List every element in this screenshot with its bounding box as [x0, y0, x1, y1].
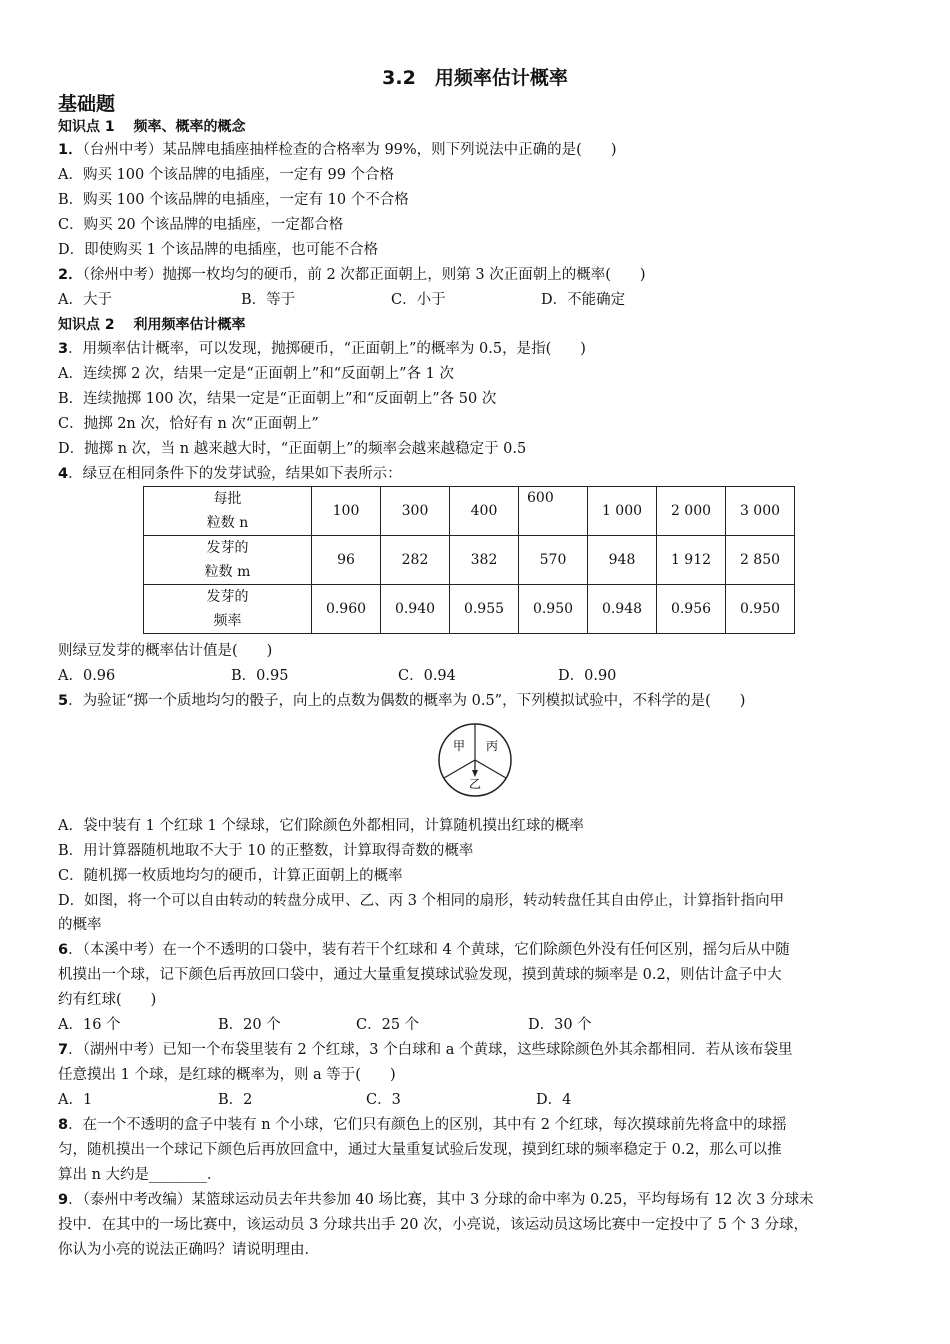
question-number: 4 [58, 466, 69, 482]
question-2: 2．（徐州中考）抛掷一枚均匀的硬币，前 2 次都正面朝上，则第 3 次正面朝上的概率( ) [58, 267, 646, 283]
option-d: D．不能确定 [541, 292, 626, 308]
table-cell: 100 [312, 487, 381, 536]
question-number: 1 [58, 142, 69, 158]
question-6-line: 机摸出一个球，记下颜色后再放回口袋中，通过大量重复摸球试验发现，摸到黄球的频率是 0.2，则估计盒子中大 [58, 967, 782, 983]
question-stem: ．在一个不透明的盒子中装有 n 个小球，它们只有颜色上的区别，其中有 2 个红球，每次摸球前先将盒中的球摇 [68, 1117, 787, 1133]
row-header-line: 频率 [213, 613, 242, 629]
option-c: C．3 [366, 1092, 401, 1108]
question-1: 1．（台州中考）某品牌电插座抽样检查的合格率为 99%，则下列说法中正确的是( ) [58, 142, 617, 158]
option-b: B．购买 100 个该品牌的电插座，一定有 10 个不合格 [58, 192, 409, 208]
table-row [144, 487, 795, 536]
option-b: B．连续抛掷 100 次，结果一定是“正面朝上”和“反面朝上”各 50 次 [58, 391, 497, 407]
table-cell: 382 [450, 536, 519, 585]
row-header-line: 发芽的 [206, 589, 249, 605]
sector-label-yi: 乙 [468, 777, 482, 791]
question-number: 9 [58, 1192, 69, 1208]
question-8-line: 算出 n 大约是________． [58, 1167, 222, 1183]
table-cell: 0.950 [726, 585, 795, 634]
option-d: D．抛掷 n 次，当 n 越来越大时，“正面朝上”的频率会越来越稳定于 0.5 [58, 441, 527, 457]
spinner-divider [444, 760, 475, 778]
options-row [58, 1090, 571, 1110]
option-a: A．1 [58, 1092, 93, 1108]
table-cell: 570 [519, 536, 588, 585]
table-cell: 0.950 [519, 585, 588, 634]
question-9-line: 投中．在其中的一场比赛中，该运动员 3 分球共出手 20 次，小亮说，该运动员这场比赛中一定投中了 5 个 3 分球， [58, 1217, 808, 1233]
question-3 [58, 339, 586, 359]
knowledge-point-1: 知识点 1 频率、概率的概念 [58, 119, 246, 135]
question-7-line: 任意摸出 1 个球，是红球的概率为，则 a 等于( ) [58, 1067, 396, 1083]
question-number: 2 [58, 267, 69, 283]
option-a: A．0.96 [58, 668, 116, 684]
option-d: D．30 个 [528, 1017, 592, 1033]
table-cell: 1 000 [588, 487, 657, 536]
germination-table [143, 486, 795, 634]
row-header [144, 487, 312, 536]
option-b: B．等于 [241, 292, 296, 308]
question-5 [58, 691, 745, 711]
option-b: B．2 [218, 1092, 253, 1108]
table-cell: 1 912 [657, 536, 726, 585]
row-header-line: 每批 [213, 491, 242, 507]
question-number: 3 [58, 341, 69, 357]
table-cell: 600 [519, 487, 588, 536]
question-number: 7 [58, 1042, 69, 1058]
section-heading: 基础题 [58, 93, 116, 115]
table-cell: 0.940 [381, 585, 450, 634]
question-7 [58, 1040, 792, 1060]
option-d: D．如图，将一个可以自由转动的转盘分成甲、乙、丙 3 个相同的扇形，转动转盘任其自由停止，计算指针指向甲 [58, 893, 785, 909]
question-8 [58, 1115, 787, 1135]
table-cell: 300 [381, 487, 450, 536]
question-stem: ．（泰州中考改编）某篮球运动员去年共参加 40 场比赛，其中 3 分球的命中率为 0.25，平均每场有 12 次 3 分球未 [68, 1192, 814, 1208]
option-a: A．连续掷 2 次，结果一定是“正面朝上”和“反面朝上”各 1 次 [58, 366, 455, 382]
row-header [144, 536, 312, 585]
table-cell: 2 850 [726, 536, 795, 585]
question-stem: （徐州中考）抛掷一枚均匀的硬币，前 2 次都正面朝上，则第 3 次正面朝上的概率( ) [82, 267, 646, 283]
table-cell: 0.948 [588, 585, 657, 634]
table-row [144, 536, 795, 585]
option-a: A．购买 100 个该品牌的电插座，一定有 99 个合格 [58, 167, 395, 183]
sector-label-jia: 甲 [452, 739, 466, 753]
row-header-line: 粒数 n [206, 515, 249, 531]
table-cell: 948 [588, 536, 657, 585]
options-row [58, 666, 616, 686]
option-a: A．大于 [58, 292, 112, 308]
table-row [144, 585, 795, 634]
page-title: 3.2 用频率估计概率 [382, 67, 568, 89]
option-a: A．16 个 [58, 1017, 121, 1033]
question-stem: ．（湖州中考）已知一个布袋里装有 2 个红球，3 个白球和 a 个黄球，这些球除颜色外其余都相同．若从该布袋里 [68, 1042, 793, 1058]
option-c: C．小于 [391, 292, 446, 308]
question-stem: ．用频率估计概率，可以发现，抛掷硬币，“正面朝上”的概率为 0.5，是指( ) [68, 341, 586, 357]
question-number: 5 [58, 693, 69, 709]
row-header-line: 粒数 m [204, 564, 251, 580]
option-c: C．0.94 [398, 668, 456, 684]
spinner-diagram [432, 722, 518, 798]
option-d: D．即使购买 1 个该品牌的电插座，也可能不合格 [58, 242, 379, 258]
question-stem: ．绿豆在相同条件下的发芽试验，结果如下表所示： [68, 466, 402, 482]
options-row [58, 290, 625, 310]
sector-label-bing: 丙 [485, 739, 499, 753]
table-cell: 96 [312, 536, 381, 585]
question-4 [58, 464, 402, 484]
spinner-divider [475, 760, 506, 778]
table-cell: 400 [450, 487, 519, 536]
question-number: 8 [58, 1117, 69, 1133]
option-b: B．用计算器随机地取不大于 10 的正整数，计算取得奇数的概率 [58, 843, 474, 859]
question-stem: （台州中考）某品牌电插座抽样检查的合格率为 99%，则下列说法中正确的是( ) [82, 142, 617, 158]
question-9 [58, 1190, 813, 1210]
question-stem: ．为验证“掷一个质地均匀的骰子，向上的点数为偶数的概率为 0.5”，下列模拟试验中，不科学的是( ) [68, 693, 746, 709]
row-header-line: 发芽的 [206, 540, 249, 556]
table-cell: 2 000 [657, 487, 726, 536]
table-cell: 3 000 [726, 487, 795, 536]
table-cell: 0.956 [657, 585, 726, 634]
question-stem: ．（本溪中考）在一个不透明的口袋中，装有若干个红球和 4 个黄球，它们除颜色外没有任何区别，摇匀后从中随 [68, 942, 790, 958]
table-cell: 0.960 [312, 585, 381, 634]
option-c: C．25 个 [356, 1017, 420, 1033]
option-b: B．20 个 [218, 1017, 281, 1033]
question-6-line: 约有红球( ) [58, 992, 157, 1008]
option-c: C．购买 20 个该品牌的电插座，一定都合格 [58, 217, 344, 233]
question-9-line: 你认为小亮的说法正确吗？请说明理由． [58, 1242, 319, 1258]
option-c: C．随机掷一枚质地均匀的硬币，计算正面朝上的概率 [58, 868, 403, 884]
spinner-pointer-head [472, 770, 478, 777]
option-c: C．抛掷 2n 次，恰好有 n 次“正面朝上” [58, 416, 319, 432]
knowledge-point-2: 知识点 2 利用频率估计概率 [58, 317, 246, 333]
option-d: D．0.90 [558, 668, 617, 684]
question-8-line: 匀，随机摸出一个球记下颜色后再放回盒中，通过大量重复试验后发现，摸到红球的频率稳定于 0.2，那么可以推 [58, 1142, 782, 1158]
row-header [144, 585, 312, 634]
question-number: 6 [58, 942, 69, 958]
question-4-followup: 则绿豆发芽的概率估计值是( ) [58, 643, 273, 659]
options-row [58, 1015, 592, 1035]
option-d-continued: 的概率 [58, 917, 102, 933]
table-cell: 282 [381, 536, 450, 585]
option-d: D．4 [536, 1092, 572, 1108]
table-cell: 0.955 [450, 585, 519, 634]
question-6 [58, 940, 790, 960]
option-b: B．0.95 [231, 668, 289, 684]
option-a: A．袋中装有 1 个红球 1 个绿球，它们除颜色外都相同，计算随机摸出红球的概率 [58, 818, 584, 834]
